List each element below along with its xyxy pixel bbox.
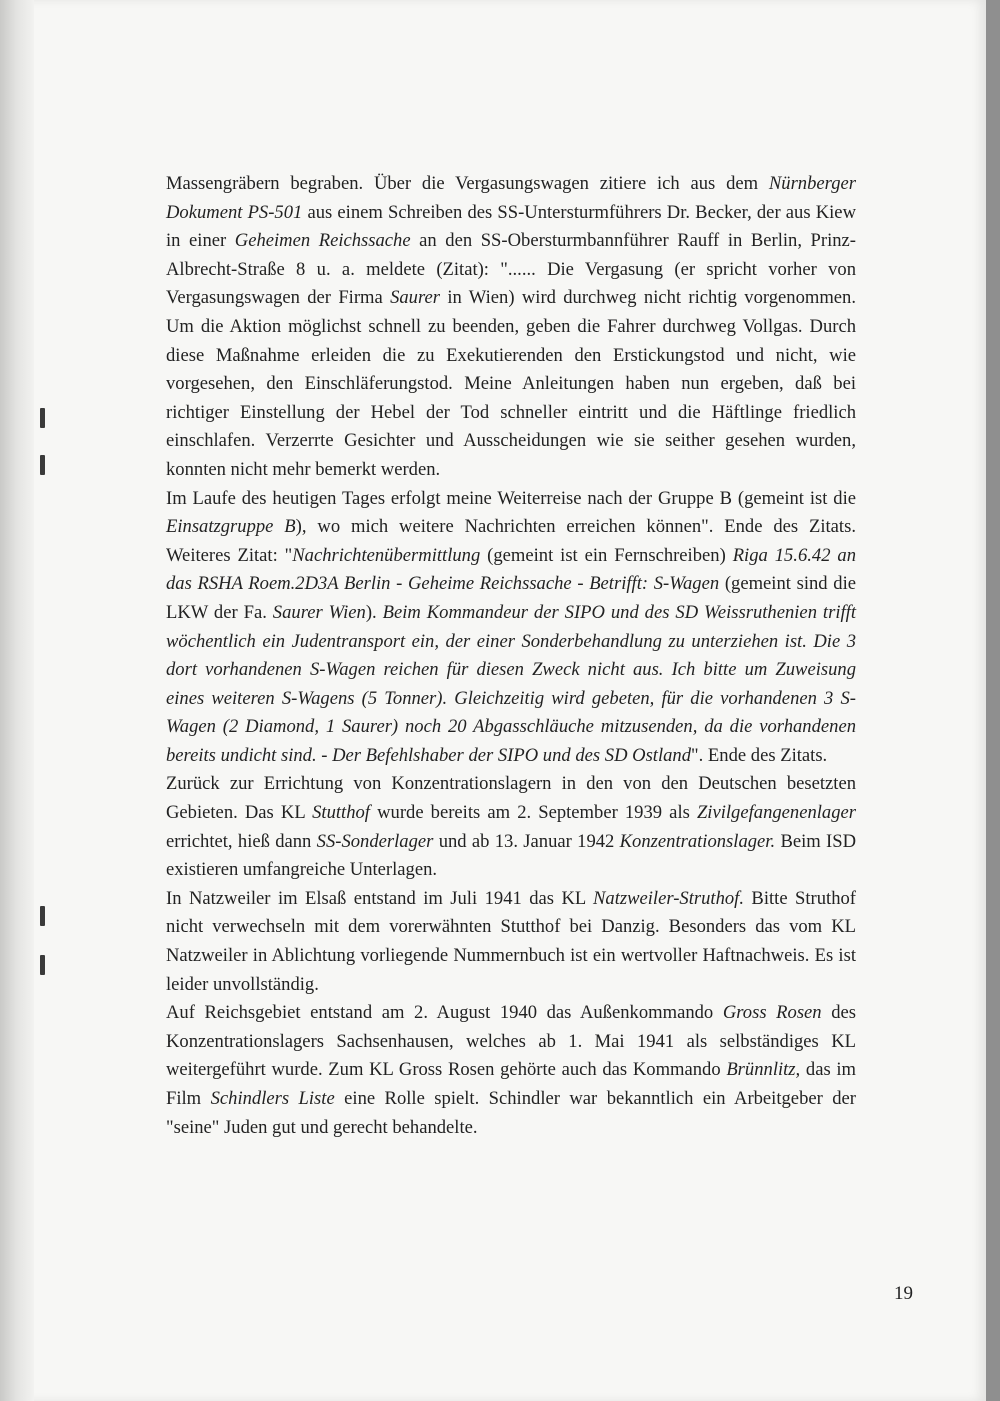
body-text [166, 170, 856, 1142]
italic-text-run: Nachrichtenübermittlung [292, 544, 481, 566]
text-run: Bitte Struthof nicht verwechseln mit dem vorerwähnten Stutthof bei Danzig. Besonders das vom KL Natzweiler in Ablichtung vorliegende Nummernbuch ist ein wertvoller Haftnachweis. Es ist leider unvollständig. [166, 887, 856, 995]
italic-text-run: Saurer [390, 287, 441, 309]
italic-text-run: Einsatzgruppe B [166, 516, 296, 538]
text-run: Auf Reichsgebiet entstand am 2. August 1940 das Außenkommando [166, 1002, 723, 1024]
text-run: (gemeint sind die LKW der Fa. [166, 573, 856, 623]
paragraph [166, 485, 856, 771]
binding-mark [40, 455, 45, 475]
text-run: eine Rolle spielt. Schindler war bekanntlich ein Arbeitgeber der "seine" Juden gut und gerecht behandelte. [166, 1088, 856, 1138]
page-number: 19 [894, 1283, 913, 1304]
binding-mark [40, 408, 45, 428]
paragraph [166, 999, 856, 1142]
italic-text-run: Gross Rosen [722, 1002, 822, 1024]
binding-mark [40, 906, 45, 926]
italic-text-run: Brünnlitz, [726, 1059, 801, 1081]
text-run: errichtet, hieß dann [166, 830, 317, 852]
italic-text-run: Schindlers Liste [210, 1088, 335, 1109]
italic-text-run: Nürnberger Dokument PS-501 [166, 173, 856, 223]
text-run: Im Laufe des heutigen Tages erfolgt meine Weiterreise nach der Gruppe B (gemeint ist die [166, 487, 856, 509]
italic-text-run: Natzweiler-Struthof. [593, 887, 744, 909]
text-run: in Wien) wird durchweg nicht richtig vorgenommen. Um die Aktion möglichst schnell zu beenden, geben die Fahrer durchweg Vollgas. Durch diese Maßnahme erleiden die zu Exekutierenden den Erstickungstod und nicht, wie vorgesehen, den Einschläferungstod. Meine Anleitungen haben nun ergeben, daß bei richtiger Einstellung der Hebel der Tod schneller eintritt und die Häftlinge friedlich einschlafen. Verzerrte Gesichter und Ausscheidungen wie sie seither gesehen wurden, konnten nicht mehr bemerkt werden. [166, 287, 857, 480]
text-run: aus einem Schreiben des SS-Untersturmführers Dr. Becker, der aus Kiew in einer [166, 201, 856, 252]
text-run: des Konzentrationslagers Sachsenhausen, welches ab 1. Mai 1941 als selbständiges KL weitergeführt wurde. Zum KL Gross Rosen gehörte auch das Kommando [166, 1002, 856, 1081]
text-run: Massengräbern begraben. Über die Vergasungswagen zitiere ich aus dem [166, 173, 769, 194]
text-run: (gemeint ist ein Fernschreiben) [480, 544, 733, 566]
text-run: Zurück zur Errichtung von Konzentrationslagern in den von den Deutschen besetzten Gebieten. Das KL [166, 773, 856, 824]
italic-text-run: SS-Sonderlager [316, 830, 434, 852]
text-run: wurde bereits am 2. September 1939 als [369, 802, 697, 824]
italic-text-run: Zivilgefangenenlager [696, 802, 857, 824]
italic-text-run: Beim Kommandeur der SIPO und des SD Weissruthenien trifft wöchentlich ein Judentransport ein, der einer Sonderbehandlung zu unterziehen ist. Die 3 dort vorhandenen S-Wagen reichen für diesen Zweck nicht aus. Ich bitte um Zuweisung eines weiteren S-Wagens (5 Tonner). Gleichzeitig wird gebeten, für die vorhandenen 3 S-Wagen (2 Diamond, 1 Saurer) noch 20 Abgasschläuche mitzusenden, da die vorhandenen bereits undicht sind. - Der Befehlshaber der SIPO und des SD Ostland [166, 601, 856, 766]
paragraph [166, 770, 856, 884]
text-run: ). [365, 601, 383, 623]
italic-text-run: Saurer Wien [272, 601, 366, 623]
text-run: ". Ende des Zitats. [691, 744, 828, 766]
italic-text-run: Konzentrationslager. [619, 830, 776, 852]
italic-text-run: Geheimen Reichssache [234, 230, 411, 252]
paragraph [166, 170, 856, 485]
italic-text-run: Stutthof [312, 802, 370, 824]
text-run: und ab 13. Januar 1942 [433, 830, 620, 852]
text-run: ), wo mich weitere Nachrichten erreichen können". Ende des Zitats. Weiteres Zitat: " [166, 516, 856, 566]
text-run: In Natzweiler im Elsaß entstand im Juli 1941 das KL [166, 887, 594, 909]
page-gutter [0, 0, 34, 1401]
text-run: an den SS-Obersturmbannführer Rauff in Berlin, Prinz-Albrecht-Straße 8 u. a. meldete (Zitat): "...... Die Vergasung (er spricht vorher von Vergasungswagen der Firma [166, 230, 856, 309]
italic-text-run: Riga 15.6.42 an das RSHA Roem.2D3A Berlin - Geheime Reichssache - Betrifft: S-Wagen [166, 544, 856, 595]
binding-mark [40, 955, 45, 975]
text-run: Beim ISD existieren umfangreiche Unterlagen. [166, 830, 857, 881]
text-run: das im Film [166, 1059, 856, 1109]
paragraph [166, 885, 856, 999]
